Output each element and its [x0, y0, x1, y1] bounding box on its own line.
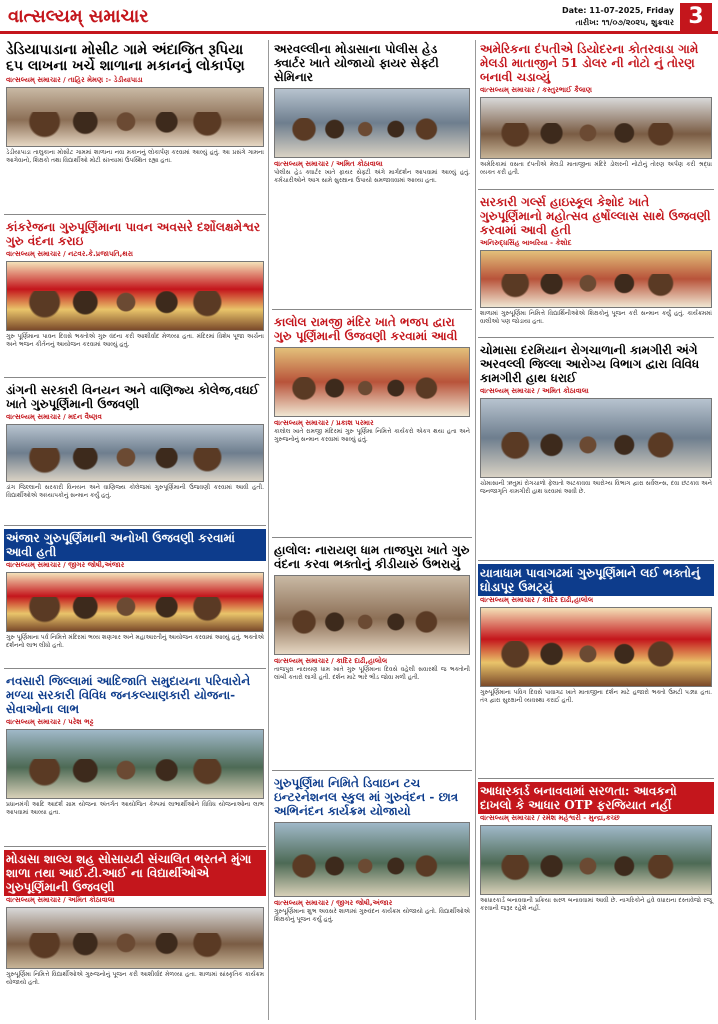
article-byline: વાત્સલ્યમ્‌ સમાચાર / નટવર.કે.પ્રજાપતિ,થરા [6, 250, 133, 258]
article-body: ગુરુ પૂર્ણિમાના પર્વ નિમિત્તે મંદિરમાં ભવ્ય શણગાર અને મહાઆરતીનું આયોજન કરવામાં આવ્યું હતું. ભક્તોએ દર્શનનો લાભ લીધો હતો. [6, 634, 264, 649]
article [478, 564, 714, 779]
article [478, 782, 714, 1020]
newspaper-brand: વાત્સલ્યમ્‌ સમાચાર [8, 6, 149, 27]
article-byline: વાત્સલ્યમ્‌ સમાચાર / તાહિર મેમણ :- ડેડીયાપાડા [6, 76, 143, 84]
article-body: ડેડીયાપાડા તાલુકાના મોસીટ ગામમાં શાળાના નવા મકાનનું લોકાર્પણ કરવામાં આવ્યું હતું. આ પ્રસંગે ગામના આગેવાનો, શિક્ષકો તથા વિદ્યાર્થીઓ મોટી સંખ્યામાં ઉપસ્થિત રહ્યા હતા. [6, 149, 264, 164]
article-byline: વાત્સલ્યમ્‌ સમાચાર / મદન વૈષ્ણવ [6, 413, 102, 421]
article-body: ચોમાસાની ઋતુમાં રોગચાળો ફેલાતો અટકાવવા આરોગ્ય વિભાગ દ્વારા સર્વેલન્સ, દવા છંટકાવ અને જનજાગૃતિ કામગીરી હાથ ધરવામાં આવી છે. [480, 480, 712, 495]
article-body: ગુરુપૂર્ણિમા નિમિત્તે વિદ્યાર્થીઓએ ગુરુજનોનું પૂજન કરી આશીર્વાદ મેળવ્યા હતા. શાળામાં સાંસ્કૃતિક કાર્યક્રમ યોજાયો હતો. [6, 971, 264, 986]
article-body: પોલીસ હેડ ક્વાર્ટર ખાતે ફાયર સેફ્ટી અંગે માર્ગદર્શન આપવામાં આવ્યું હતું. કર્મચારીઓને આગ સામે સુરક્ષાના ઉપાયો સમજાવવામાં આવ્યા હતા. [274, 169, 470, 184]
article [4, 218, 266, 378]
article-headline: આધારકાર્ડ બનાવવામાં સરળતા: આવકનો દાખલો કે આધાર OTP ફરજિયાત નહીં [478, 782, 714, 814]
article-byline: વાત્સલ્યમ્‌ સમાચાર / અમિત કોઠાવાલા [6, 896, 115, 904]
article-headline: ગુરુપૂર્ણિમા નિમિતે ડિવાઇન ટચ ઇન્ટરનેશનલ સ્કુલ માં ગુરુવંદન - છાત્ર અભિનંદન કાર્યક્રમ યોજાયો [274, 776, 459, 818]
article-photo [480, 398, 712, 478]
article-headline: નવસારી જિલ્લામાં આદિજાતિ સમુદાયના પરિવારોને મળ્યા સરકારી વિવિધ જનકલ્યાણકારી યોજના-સેવાઓના લાભ [6, 674, 251, 716]
article-byline: વાત્સલ્યમ્‌ સમાચાર / કાદિર દાઢી,હાલોલ [480, 596, 594, 604]
article-photo [274, 822, 470, 897]
article [272, 40, 472, 310]
page-number-badge: 3 [680, 3, 712, 31]
article-photo [6, 572, 264, 632]
column-divider [475, 40, 476, 1020]
article-byline: વાત્સલ્યમ્‌ સમાચાર / પ્રકાશ પરમાર [274, 419, 374, 427]
article-byline: વાત્સલ્યમ્‌ સમાચાર / કાદિર દાઢી,હાલોલ [274, 657, 388, 665]
article-body: આધારકાર્ડ બનાવવાની પ્રક્રિયા સરળ બનાવવામાં આવી છે. નાગરિકોને હવે વધારાના દસ્તાવેજો રજૂ કરવાની જરૂર રહેશે નહીં. [480, 897, 712, 912]
article-headline: ડાંગની સરકારી વિનયન અને વાણિજ્ય કોલેજ,વઘઈ ખાતે ગુરુપૂર્ણિમાની ઉજવણી [6, 383, 259, 411]
article [272, 774, 472, 1014]
article-body: ગુરુપૂર્ણિમાના પવિત્ર દિવસે પાવાગઢ ખાતે માતાજીના દર્શન માટે હજારો ભક્તો ઉમટી પડ્યા હતા. તંત્ર દ્વારા સુરક્ષાની વ્યવસ્થા કરાઈ હતી. [480, 689, 712, 704]
article-body: કાલોલ ખાતે રામજી મંદિરમાં ગુરુ પૂર્ણિમા નિમિત્તે કાર્યકરો એકત્ર થયા હતા અને ગુરુજનોનું સન્માન કરવામાં આવ્યું હતું. [274, 428, 470, 443]
article-headline: ડેડિયાપાડાના મોસીટ ગામે અંદાજિત રૂપિયા ૬૫ લાખના ખર્ચે શાળાના મકાનનું લોકાર્પણ [6, 42, 245, 74]
article-photo [480, 250, 712, 308]
article-headline: અંજાર ગુરુપૂર્ણિમાની અનોખી ઉજવણી કરવામાં આવી હતી [4, 529, 266, 561]
article-byline: વાત્સલ્યમ્‌ સમાચાર / રમેશ મહેશ્વરી - મુન્દ્રા,કચ્છ [480, 814, 620, 822]
article-photo [480, 825, 712, 895]
article-headline: યાત્રાધામ પાવાગઢમાં ગુરુપૂર્ણિમાને લઈ ભક્તોનું ઘોડાપૂર ઉમટ્યું [478, 564, 714, 596]
article [478, 40, 714, 190]
article [4, 381, 266, 526]
article-photo [6, 261, 264, 331]
column-divider [268, 40, 269, 1020]
article [4, 672, 266, 847]
article-body: ગુરુપૂર્ણિમાના શુભ અવસરે શાળામાં ગુરુવંદન કાર્યક્રમ યોજાયો હતો. વિદ્યાર્થીઓએ શિક્ષકોનું પૂજન કર્યું હતું. [274, 908, 470, 923]
article-body: પ્રધાનમંત્રી આદિ આદર્શ ગ્રામ યોજના અંતર્ગત આયોજિત કેમ્પમાં લાભાર્થીઓને વિવિધ યોજનાઓના લાભ આપવામાં આવ્યા હતા. [6, 801, 264, 816]
article-byline: અનિરુદ્ધસિંહ બાબરિયા - કેશોદ [480, 239, 572, 247]
article-photo [6, 907, 264, 969]
article-body: ગુરુ પૂર્ણિમાના પાવન દિવસે ભક્તોએ ગુરુ વંદના કરી આશીર્વાદ મેળવ્યા હતા. મંદિરમાં વિશેષ પૂજા અર્ચના અને ભજન કીર્તનનું આયોજન કરવામાં આવ્યું હતું. [6, 333, 264, 348]
column-right [478, 40, 714, 1020]
article [4, 850, 266, 1020]
article-byline: વાત્સલ્યમ્‌ સમાચાર / અમિત કોઠાવાલા [274, 160, 383, 168]
article-photo [274, 88, 470, 158]
date-english: Date: 11-07-2025, Friday [561, 6, 674, 15]
article-headline: અમેરિકના દંપતીએ ડિયોદરના કોતરવાડા ગામે મેલડી માતાજીને 51 ડોલર ની નોટો નું તોરણ બનાવી ચડાવ્યું [480, 42, 699, 84]
article [4, 529, 266, 669]
article-photo [6, 424, 264, 482]
article-headline: સરકારી ગર્લ્સ હાઇસ્કૂલ કેશોદ ખાતે ગુરુપૂર્ણિમાનો મહોત્સવ હર્ષોલ્લાસ સાથે ઉજવણી કરવામાં આવી હતી [480, 195, 711, 237]
masthead [0, 0, 718, 34]
article-photo [274, 347, 470, 417]
article-byline: વાત્સલ્યમ્‌ સમાચાર / જીગર જોષી,અંજાર [6, 561, 125, 569]
article-headline: મોડાસા શાલ્ય શહ સોસાયટી સંચાલિત ભરતને મુંગા શાળા તથા આઈ.ટી.આઈ ના વિદ્યાર્થીઓએ ગુરુપૂર્ણિમાની ઉજવણી [4, 850, 266, 896]
article-headline: કાંકરેજના ગુરુપૂર્ણિમાના પાવન અવસરે દર્શોલક્ષમેશ્વર ગુરુ વંદના કરાઇ [6, 220, 261, 248]
article-headline: હાલોલ: નારાયણ ધામ તાજપુરા ખાતે ગુરુ વંદના કરવા ભક્તોનું કીડીયારું ઉભરાયું [274, 543, 470, 571]
article-byline: વાત્સલ્યમ્‌ સમાચાર / જીગર જોષી,અંજાર [274, 899, 393, 907]
article-headline: ચોમાસા દરમિયાન રોગચાળાની કામગીરી અંગે અરવલ્લી જિલ્લા આરોગ્ય વિભાગ દ્વારા વિવિધ કામગીરી હાથ ધરાઈ [480, 343, 700, 385]
article-headline: કાલોલ રામજી મંદિર ખાતે ભજપ દ્વારા ગુરુ પૂર્ણિમાની ઉજવણી કરવામાં આવી [274, 315, 458, 343]
article-photo [274, 575, 470, 655]
article [478, 341, 714, 561]
article [478, 193, 714, 338]
article-photo [480, 97, 712, 159]
column-middle [272, 40, 472, 1020]
article-byline: વાત્સલ્યમ્‌ સમાચાર / અમિત કોઠાવાલા [480, 387, 589, 395]
date-gujarati: તારીખ: ૧૧/૦૭/૨૦૨૫, શુક્રવાર [575, 18, 674, 27]
dateline [562, 5, 674, 29]
article-body: અમેરિકામાં વસતા દંપતીએ મેલડી માતાજીના મંદિરે ડોલરની નોટોનું તોરણ અર્પણ કરી શ્રદ્ધા વ્યક્ત કરી હતી. [480, 161, 712, 176]
article [272, 313, 472, 538]
article [272, 541, 472, 771]
column-left [4, 40, 266, 1020]
article-body: તાજપુરા નારાયણ ધામ ખાતે ગુરુ પૂર્ણિમાના દિવસે વહેલી સવારથી જ ભક્તોની લાંબી કતારો લાગી હતી. દર્શન માટે ભારે ભીડ જોવા મળી હતી. [274, 666, 470, 681]
article-headline: અરવલ્લીના મોડાસાના પોલીસ હેડ ક્વાર્ટર ખાતે યોજાયો ફાયર સેફ્ટી સેમિનાર [274, 42, 439, 84]
article-body: ડાંગ જિલ્લાની સરકારી વિનયન અને વાણિજ્ય કોલેજમાં ગુરુપૂર્ણિમાની ઉજવણી કરવામાં આવી હતી. વિદ્યાર્થીઓએ અધ્યાપકોનું સન્માન કર્યું હતું. [6, 484, 264, 499]
article-byline: વાત્સલ્યમ્‌ સમાચાર / પરેશ ભટ્ટ [6, 718, 94, 726]
article-body: શાળામાં ગુરુપૂર્ણિમા નિમિત્તે વિદ્યાર્થિનીઓએ શિક્ષકોનું પૂજન કરી સન્માન કર્યું હતું. કાર્યક્રમમાં વાલીઓ પણ જોડાયા હતા. [480, 310, 712, 325]
article-photo [6, 729, 264, 799]
article-photo [480, 607, 712, 687]
article-byline: વાત્સલ્યમ્‌ સમાચાર / કસ્તુરભાઈ કૈલાણ [480, 86, 592, 94]
article [4, 40, 266, 215]
article-photo [6, 87, 264, 147]
